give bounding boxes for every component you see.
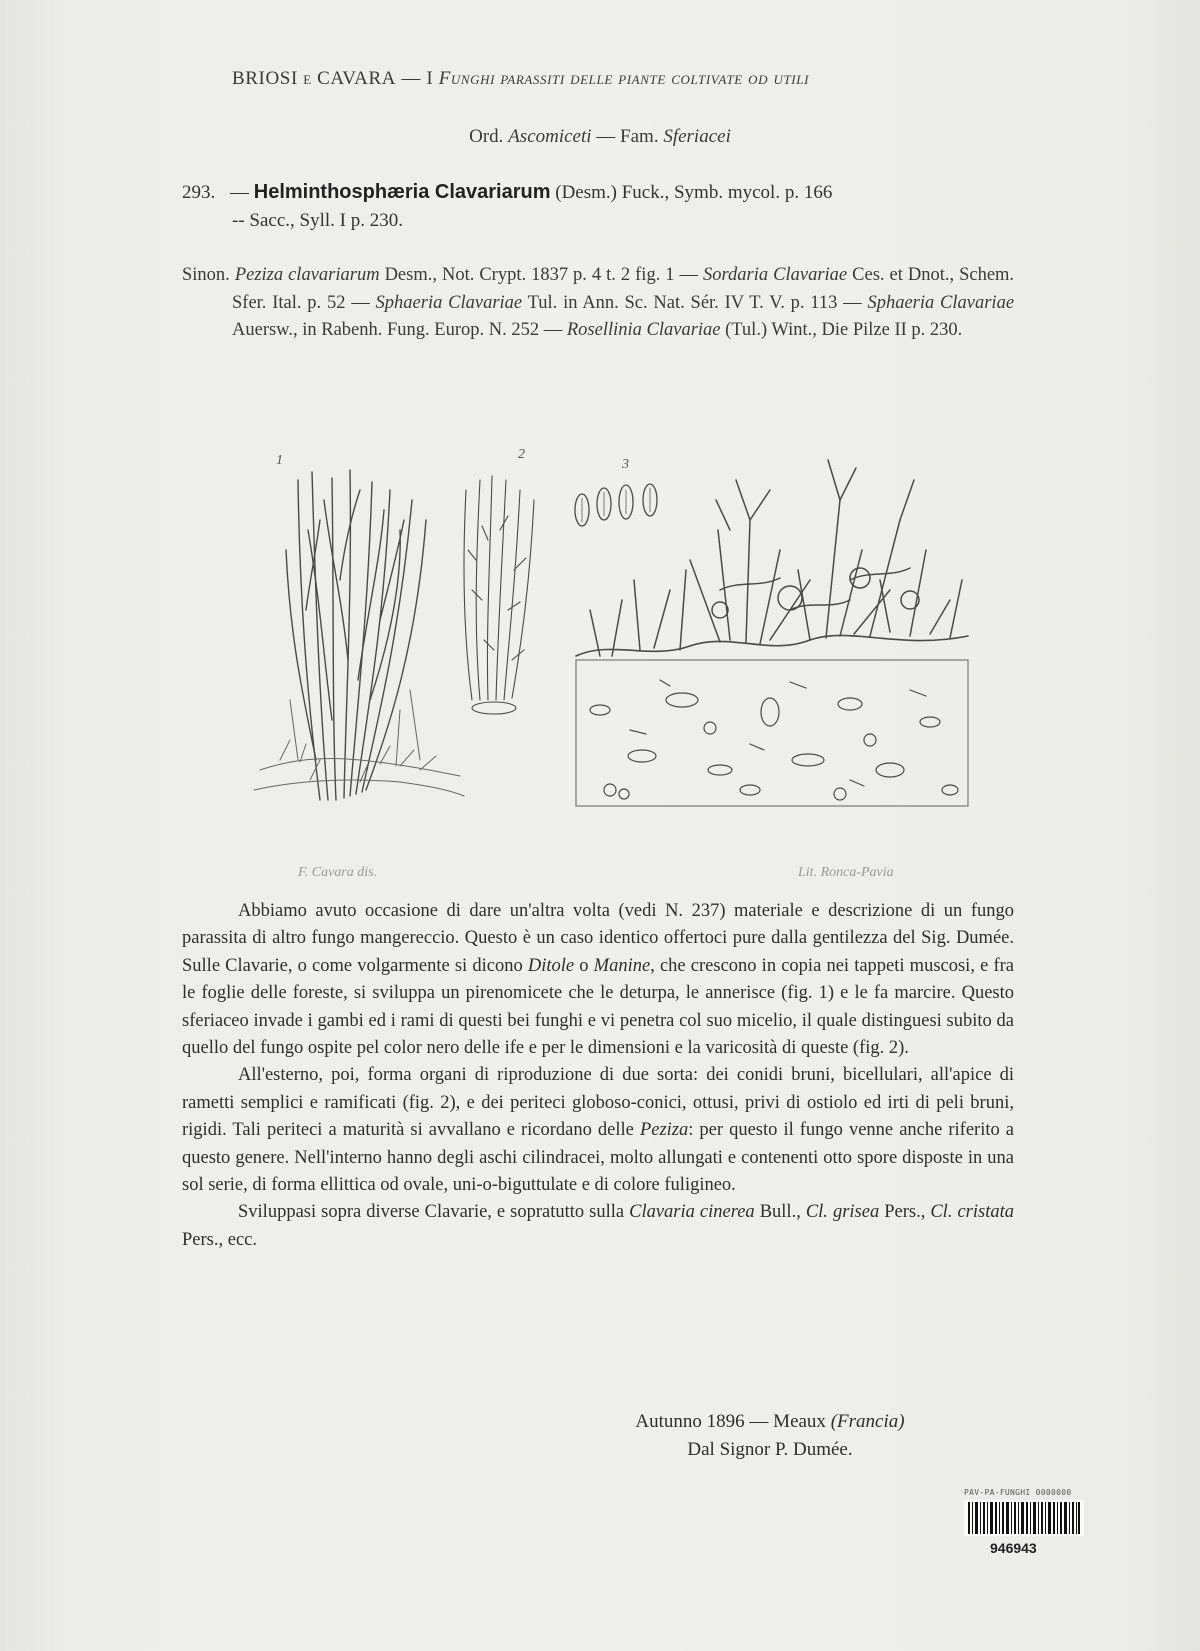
species-name: Helminthosphæria Clavariarum [253, 181, 551, 203]
fam-label: Fam. [620, 126, 659, 147]
synonym-ref: (Tul.) Wint., Die Pilze II p. 230. [725, 320, 963, 340]
synonym-ref: Desm., Not. Crypt. 1837 p. 4 t. 2 fig. 1 — [384, 265, 699, 285]
synonym-ref: Ces. et Dnot., Schem. Sfer. Ital. p. 52 — [232, 265, 1015, 313]
separator: — [401, 68, 422, 89]
paragraph: Abbiamo avuto occasione di dare un'altra volta (vedi N. 237) materiale e descrizione di un fungo parassita di altro fungo mangereccio. Questo è un caso identico offertoci pure dalla gentilezza del Sig. Dumée. Sulle Clavarie, o come volgarmente si dicono Ditole o Manine, che crescono in copia nei tappeti muscosi, e fra le foglie delle foreste, si sviluppa un pirenomicete che le deturpa, le annerisce (fig. 1) e le fa marcire. Questo sferiaceo invade i gambi ed i rami di questi bei funghi e vi penetra col suo micelio, il quale distinguesi subito da quello del fungo ospite pel color nero delle ife e per le dimensioni e la varicosità di queste (fig. 2). [182, 901, 1014, 1059]
synonyms-label: Sinon. [182, 265, 230, 285]
barcode-icon [964, 1500, 1084, 1536]
synonym-name: Sphaeria Clavariae [867, 292, 1015, 313]
ord-value: Ascomiceti [508, 126, 592, 147]
locality-block [560, 1408, 980, 1464]
species-heading [182, 178, 1014, 235]
plate-credit-left: F. Cavara dis. [298, 865, 378, 880]
figure-3-spores [575, 484, 657, 526]
barcode-number: 946943 [990, 1540, 1037, 1556]
synonym-name: Sordaria Clavariae [703, 265, 848, 285]
figure-2-number: 2 [518, 447, 525, 462]
collection-country: (Francia) [830, 1411, 905, 1432]
figure-1-base [254, 690, 464, 796]
barcode-label [958, 1488, 1090, 1572]
ord-label: Ord. [469, 126, 504, 147]
running-head [232, 68, 972, 90]
species-dash: — [230, 182, 249, 203]
collector: Dal Signor P. Dumée. [687, 1439, 853, 1460]
synonyms-block [182, 262, 1014, 345]
figure-3-number: 3 [622, 457, 629, 472]
paragraph: Sviluppasi sopra diverse Clavarie, e sopratutto sulla Clavaria cinerea Bull., Cl. grisea Pers., Cl. cristata Pers., ecc. [182, 1202, 1014, 1250]
synonym-ref: Tul. in Ann. Sc. Nat. Sér. IV T. V. p. 113 — [527, 292, 862, 313]
synonym-name: Rosellinia Clavariae [566, 320, 721, 340]
species-reference: -- Sacc., Syll. I p. 230. [232, 210, 403, 231]
figure-1-clavaria [286, 470, 426, 800]
plate-drawing [250, 447, 990, 880]
collection-place: Meaux [773, 1411, 826, 1432]
roman-numeral: I [426, 68, 434, 89]
species-authority: (Desm.) Fuck., Symb. mycol. p. 166 [555, 182, 833, 203]
figure-2-branch [464, 476, 534, 714]
collection-season: Autunno 1896 — [635, 1411, 769, 1432]
paragraph: All'esterno, poi, forma organi di riproduzione di due sorta: dei conidi bruni, bicellulari, all'apice di rametti semplici e ramificati (fig. 2), e dei periteci globoso-conici, ottusi, privi di ostiolo ed irti di peli bruni, rigidi. Tali periteci a maturità si avvallano e ricordano delle Peziza: per questo il fungo venne anche riferito a questo genere. Nell'interno hanno degli aschi cilindracei, molto allungati e contenenti otto spore disposte in una sol serie, di forma ellittica od ovale, uni-o-biguttulate e di colore fuligineo. [182, 1065, 1014, 1196]
synonym-ref: Auersw., in Rabenh. Fung. Europ. N. 252 — [232, 320, 563, 340]
figure-3-tissue [576, 635, 968, 806]
synonym-name: Peziza clavariarum [234, 265, 380, 285]
synonym-name: Sphaeria Clavariae [375, 292, 523, 313]
description-text [182, 898, 1014, 1254]
fam-value: Sferiacei [663, 126, 731, 147]
plate-credit-right: Lit. Ronca-Pavia [798, 865, 894, 880]
authors: BRIOSI e CAVARA [232, 68, 397, 89]
figure-1-number: 1 [276, 453, 283, 468]
classification-line: Ord. Ascomiceti — Fam. Sferiacei [469, 126, 731, 147]
work-title: Funghi parassiti delle piante coltivate od utili [438, 68, 809, 89]
figure-3-hyphae [590, 460, 962, 656]
barcode-caption: PAV-PA-FUNGHI 0000000 [964, 1488, 1072, 1497]
illustration-plate [250, 447, 990, 880]
species-number: 293. [182, 182, 216, 203]
